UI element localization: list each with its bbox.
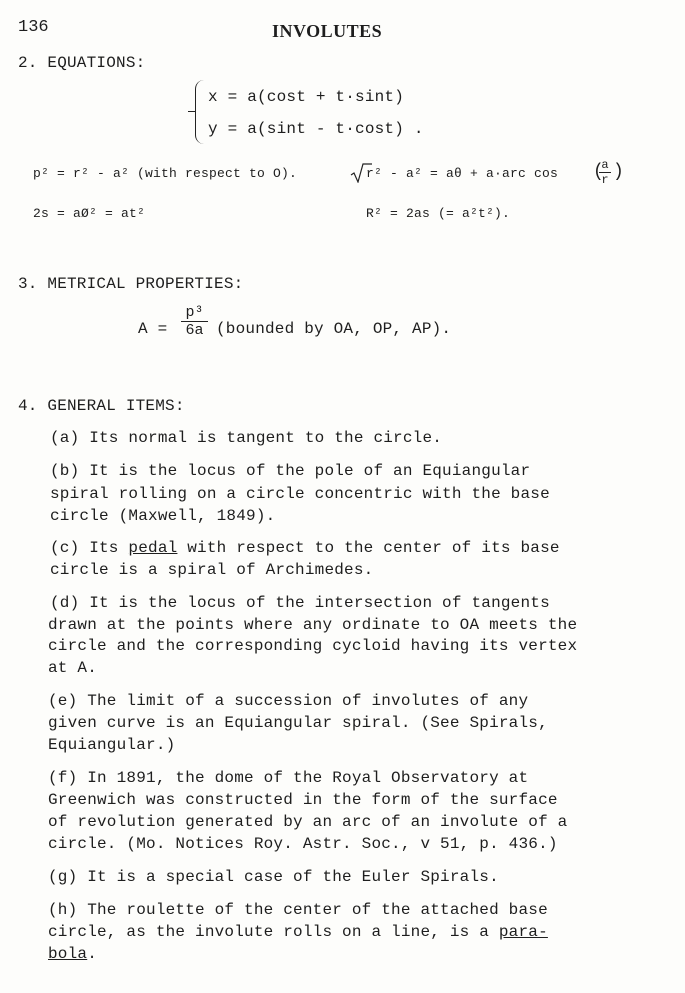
item-h-line-1: (h) The roulette of the center of the attached base [48, 901, 548, 919]
arc-cos-paren-right: ) [613, 162, 624, 182]
page-number: 136 [18, 18, 49, 37]
equation-y: y = a(sint - t·cost) . [208, 120, 424, 138]
area-fraction [181, 304, 208, 339]
area-denominator: 6a [185, 322, 204, 339]
parabola-term-part-1: para- [498, 923, 548, 941]
item-h-line-3 [48, 945, 97, 963]
area-numerator: p³ [185, 304, 204, 321]
item-d-line-4: at A. [48, 659, 98, 677]
arc-length-equation: r² - a² = aθ + a·arc cos [366, 166, 559, 181]
section-4-heading: 4. GENERAL ITEMS: [18, 397, 185, 415]
section-3-heading: 3. METRICAL PROPERTIES: [18, 275, 244, 293]
item-f-line-1: (f) In 1891, the dome of the Royal Observatory at [48, 769, 529, 787]
item-d-line-1: (d) It is the locus of the intersection of tangents [50, 594, 550, 612]
item-d-line-3: circle and the corresponding cycloid having its vertex [48, 637, 578, 655]
item-h-text: circle, as the involute rolls on a line, is a [48, 923, 499, 941]
item-c-line-2: circle is a spiral of Archimedes. [50, 561, 374, 579]
item-c-suffix: with respect to the center of its base [177, 539, 560, 557]
arc-cos-paren-left: ( [593, 162, 604, 182]
pedal-term: pedal [128, 539, 178, 557]
radius-of-curvature: R² = 2as (= a²t²). [366, 206, 511, 221]
item-c-prefix: (c) Its [50, 539, 129, 557]
page-title: INVOLUTES [272, 21, 383, 41]
item-b-line-2: spiral rolling on a circle concentric with the base [50, 485, 550, 503]
area-lhs: A = [138, 320, 168, 338]
item-h-line-2 [48, 923, 548, 941]
equation-brace [195, 80, 205, 144]
item-g: (g) It is a special case of the Euler Spirals. [48, 868, 499, 886]
item-e-line-2: given curve is an Equiangular spiral. (See Spirals, [48, 714, 548, 732]
item-c-line-1 [50, 539, 560, 557]
arc-cos-denominator: r [601, 173, 609, 187]
item-e-line-1: (e) The limit of a succession of involutes of any [48, 692, 529, 710]
item-h-period: . [87, 945, 98, 963]
section-2-heading: 2. EQUATIONS: [18, 54, 146, 72]
item-f-line-3: of revolution generated by an arc of an involute of a [48, 813, 568, 831]
item-f-line-2: Greenwich was constructed in the form of the surface [48, 791, 558, 809]
area-note: (bounded by OA, OP, AP). [216, 320, 452, 338]
pedal-equation: p² = r² - a² (with respect to O). [33, 166, 298, 181]
equation-x: x = a(cost + t·sint) [208, 88, 405, 106]
arc-cos-numerator: a [601, 158, 609, 172]
item-a: (a) Its normal is tangent to the circle. [50, 429, 443, 447]
item-b-line-3: circle (Maxwell, 1849). [50, 507, 276, 525]
parabola-term-part-2: bola [48, 945, 88, 963]
item-f-line-4: circle. (Mo. Notices Roy. Astr. Soc., v 51, p. 436.) [48, 835, 558, 853]
item-d-line-2: drawn at the points where any ordinate to OA meets the [48, 616, 578, 634]
item-b-line-1: (b) It is the locus of the pole of an Equiangular [50, 462, 531, 480]
item-e-line-3: Equiangular.) [48, 736, 176, 754]
arc-length-s: 2s = aØ² = at² [33, 206, 146, 221]
